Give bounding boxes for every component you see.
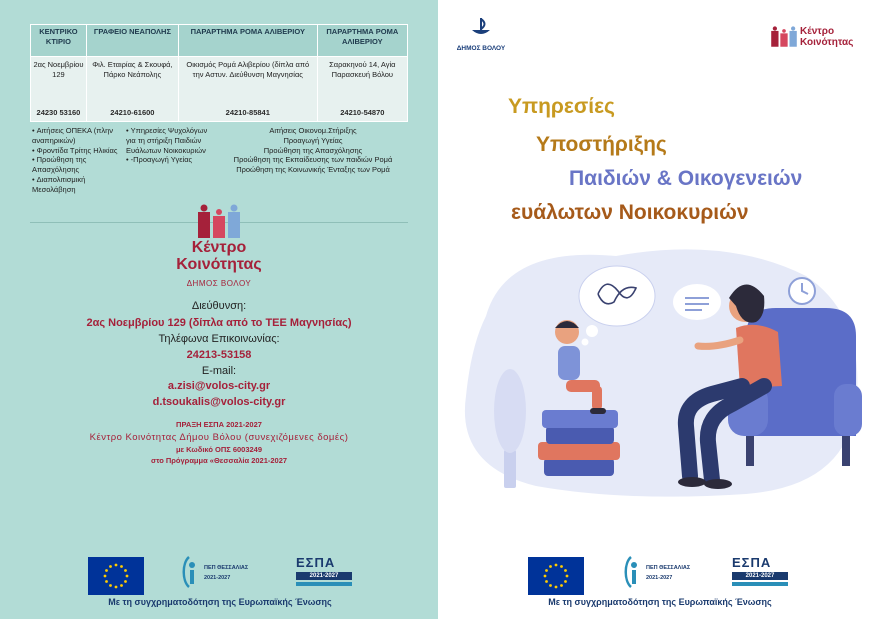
kentro-logo-small: Κέντρο Κοινότητας xyxy=(770,26,798,53)
pep-thessaly-icon: ΠΕΠ ΘΕΣΣΑΛΙΑΣ 2021-2027 xyxy=(620,555,690,594)
locations-table xyxy=(30,24,408,122)
address-text: Φιλ. Εταιρίας & Σκουφά, Πάρκο Νεάπολης xyxy=(92,60,173,79)
list-item: • Προώθηση της Απασχόλησης xyxy=(32,155,124,175)
email-value-2[interactable]: d.tsoukalis@volos-city.gr xyxy=(152,396,286,408)
services-col-3 xyxy=(218,126,408,175)
phone-text: 24230 53160 xyxy=(36,108,81,118)
list-item: Προώθηση της Εκπαίδευσης των παιδιών Ρομά xyxy=(233,155,393,165)
espa-icon: ΕΣΠΑ 2021-2027 xyxy=(732,555,792,586)
table-header: ΠΑΡΑΡΤΗΜΑ ΡΟΜΑ ΑΛΙΒΕΡΙΟΥ xyxy=(178,25,317,57)
espa-icon: ΕΣΠΑ 2021-2027 xyxy=(296,555,356,586)
phone-label: Τηλέφωνα Επικοινωνίας: xyxy=(158,333,280,345)
pep-thessaly-icon: ΠΕΠ ΘΕΣΣΑΛΙΑΣ 2021-2027 xyxy=(178,555,248,594)
cover-panel xyxy=(438,0,877,619)
phone-text: 24210-54870 xyxy=(340,108,385,118)
table-cell xyxy=(178,57,317,122)
list-item: • Αιτήσεις ΟΠΕΚΑ (πλην αναπηρικών) xyxy=(32,126,124,146)
address-text: Σαρακηνού 14, Αγία Παρασκευή Βόλου xyxy=(329,60,396,79)
address-text: Οικισμός Ρομά Αλιβερίου (δίπλα από την Αστυν. Διεύθυνση Μαγνησίας xyxy=(186,60,310,79)
list-item: Προώθηση της Απασχόλησης xyxy=(263,145,363,155)
phone-value: 24213-53158 xyxy=(186,349,252,361)
list-item: • Φροντίδα Τρίτης Ηλικίας xyxy=(32,146,124,156)
title-line-2: Υποστήριξης xyxy=(536,133,667,156)
table-header: ΠΑΡΑΡΤΗΜΑ ΡΟΜΑ ΑΛΙΒΕΡΙΟΥ xyxy=(317,25,407,57)
dimos-volou-logo: ΔΗΜΟΣ ΒΟΛΟΥ xyxy=(456,16,506,52)
dimos-volou-ship-icon xyxy=(468,16,494,38)
espa-program-text: ΠΡΑΞΗ ΕΣΠΑ 2021-2027 Κέντρο Κοινότητας Δήμου Βόλου (συνεχιζόμενες δομές) με Κωδικό ΟΠΣ 6003249 στο Πρόγραμμα «Θεσσαλία 2021-2027 xyxy=(89,420,349,465)
eu-flag-icon xyxy=(528,557,584,595)
address-text: 2ας Νοεμβρίου 129 xyxy=(33,60,84,79)
list-item: Αιτήσεις Οικονομ.Στήριξης xyxy=(269,126,357,135)
logo-name: Κέντρο Κοινότητας xyxy=(176,239,262,273)
title-line-4: ευάλωτων Νοικοκυριών xyxy=(511,201,749,224)
phone-text: 24210-85841 xyxy=(225,108,270,118)
table-header: ΚΕΝΤΡΙΚΟ ΚΤΙΡΙΟ xyxy=(31,25,87,57)
table-cell xyxy=(31,57,87,122)
eu-flag-icon xyxy=(88,557,144,595)
list-item: Προαγωγή Υγείας xyxy=(283,135,343,145)
counseling-illustration xyxy=(446,236,871,498)
phone-text: 24210-61600 xyxy=(110,108,155,118)
table-cell xyxy=(86,57,178,122)
table-cell xyxy=(317,57,407,122)
title-line-1: Υπηρεσίες xyxy=(508,95,615,118)
email-label: E-mail: xyxy=(201,365,237,377)
services-col-2 xyxy=(126,126,216,165)
logo-subtitle: ΔΗΜΟΣ ΒΟΛΟΥ xyxy=(186,279,252,288)
title-line-3: Παιδιών & Οικογενειών xyxy=(569,167,803,190)
kentro-koinotitas-people-icon xyxy=(770,26,798,48)
cofunding-text: Με τη συγχρηματοδότηση της Ευρωπαϊκής Ένωσης xyxy=(108,597,332,607)
list-item: • Υπηρεσίες Ψυχολόγων για τη στήριξη Παιδιών Ευάλωτων Νοικοκυριών xyxy=(126,126,216,155)
services-col-1 xyxy=(32,126,124,194)
address-value: 2ας Νοεμβρίου 129 (δίπλα από το ΤΕΕ Μαγνησίας) xyxy=(86,317,352,329)
table-header: ΓΡΑΦΕΙΟ ΝΕΑΠΟΛΗΣ xyxy=(86,25,178,57)
list-item: • -Προαγωγή Υγείας xyxy=(126,155,216,165)
list-item: Προώθηση της Κοινωνικής Ένταξης των Ρομά xyxy=(236,165,390,174)
table-header-row xyxy=(31,25,408,57)
list-item: • Διαπολιτισμική Μεσολάβηση xyxy=(32,175,124,195)
back-panel xyxy=(0,0,438,619)
cofunding-text: Με τη συγχρηματοδότηση της Ευρωπαϊκής Ένωσης xyxy=(548,597,772,607)
address-label: Διεύθυνση: xyxy=(191,300,247,312)
kentro-koinotitas-people-icon xyxy=(196,204,242,240)
table-row xyxy=(31,57,408,122)
email-value-1[interactable]: a.zisi@volos-city.gr xyxy=(167,380,271,392)
